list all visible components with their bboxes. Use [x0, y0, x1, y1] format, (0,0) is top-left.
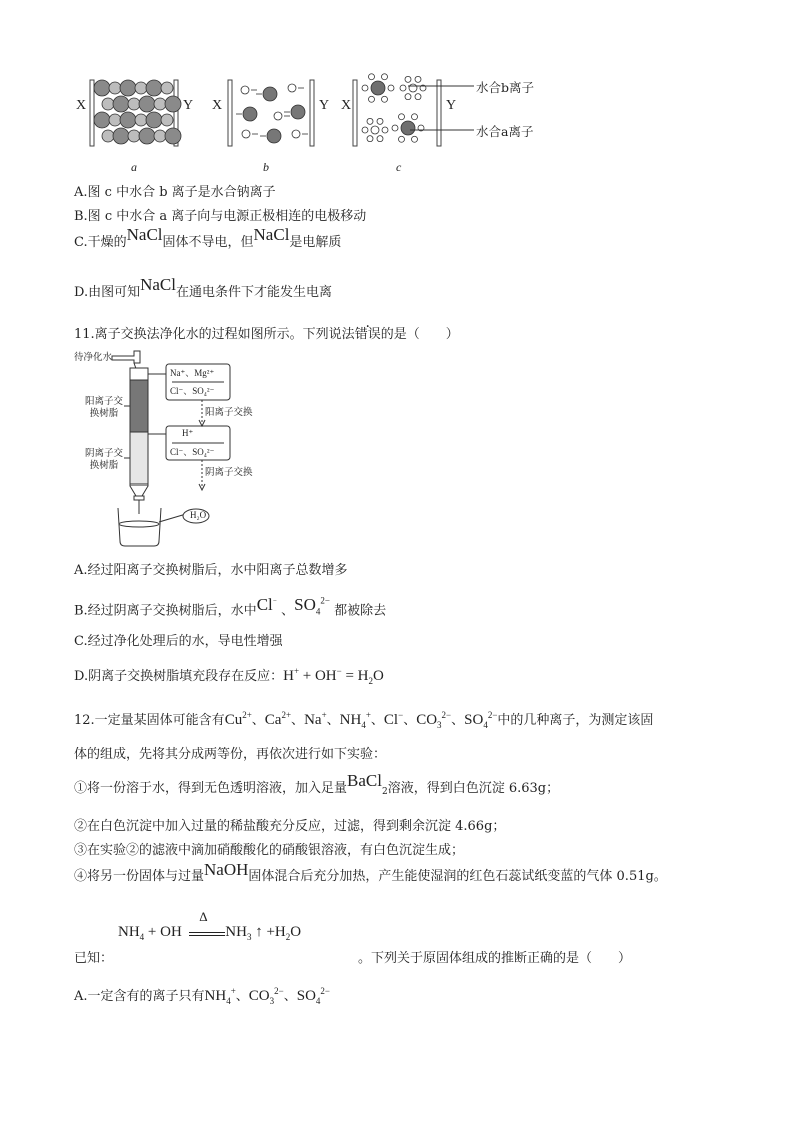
q10-option-d: D.由图可知NaCl在通电条件下才能发生电离	[74, 275, 332, 300]
panel-label-c: c	[396, 160, 402, 174]
product-water: H₂O	[190, 510, 207, 520]
q12-stem-line2: 体的组成，先将其分成两等份，再依次进行如下实验：	[74, 747, 387, 762]
electrode-y-b: Y	[319, 98, 330, 113]
electrode-x-b: X	[212, 98, 223, 113]
q12-option-a: A.一定含有的离子只有$NH_4^+$、$CO_3^{2-}$、$SO_4^{2-}$	[74, 986, 330, 1006]
q11-option-c: C.经过净化处理后的水，导电性增强	[74, 634, 283, 649]
electrode-x-c: X	[341, 98, 352, 113]
arrow1-label: 阳离子交换	[205, 407, 253, 418]
q12-stem-line1: 12.一定量某固体可能含有$Cu^{2+}$、$Ca^{2+}$、Na+、$NH_4^+$、Cl−、$CO_3^{2-}$、$SO_4^{2-}$中的几种离子，为测定该固	[74, 710, 654, 730]
q11-option-a: A.经过阳离子交换树脂后，水中阳离子总数增多	[74, 563, 348, 578]
reaction-equation: $NH_4$ + OH Δ $NH_3$ ↑ $+H_2O$	[118, 909, 302, 942]
box1-anions: Cl⁻、SO₄²⁻	[170, 386, 215, 396]
tap-label: 待净化水	[74, 352, 113, 363]
anion-resin-label: 阴离子交换树脂	[84, 448, 123, 471]
q12-known: 已知： 。下列关于原固体组成的推断正确的是（ ）	[74, 951, 632, 966]
q12-step3: ③在实验②的滤液中滴加硝酸酸化的硝酸银溶液，有白色沉淀生成；	[74, 843, 465, 858]
electrode-x-a: X	[76, 98, 87, 113]
arrow2-label: 阴离子交换	[205, 467, 253, 478]
electrode-y-a: Y	[183, 98, 194, 113]
panel-b	[228, 80, 314, 146]
panel-a	[90, 80, 181, 146]
q12-step1: ①将一份溶于水，得到无色透明溶液，加入足量BaCl$_2$溶液，得到白色沉淀 6.63g；	[74, 771, 560, 797]
electrode-y-c: Y	[446, 98, 457, 113]
box1-cations: Na⁺、Mg²⁺	[170, 368, 215, 378]
q12-step2: ②在白色沉淀中加入过量的稀盐酸充分反应，过滤，得到剩余沉淀 4.66g；	[74, 819, 506, 834]
box2-cation: H⁺	[182, 428, 194, 438]
q10-option-b: B.图 c 中水合 a 离子向与电源正极相连的电极移动	[74, 209, 367, 224]
panel-label-a: a	[131, 160, 137, 174]
q10-option-c: C.干燥的NaCl固体不导电，但NaCl是电解质	[74, 225, 342, 250]
q11-stem: 11.离子交换法净化水的过程如图所示。下列说法错误的是（ ）	[74, 327, 459, 342]
q11-option-d: D.阴离子交换树脂填充段存在反应：$H^+ + OH^- = H_2O$	[74, 666, 384, 686]
q11-option-b: B.经过阴离子交换树脂后，水中Cl⁻ 、$SO_4^{2-}$ 都被除去	[74, 594, 387, 619]
label-b-ion: 水合b离子	[476, 80, 535, 95]
cation-resin-label: 阳离子交换树脂	[84, 396, 123, 419]
q12-step4: ④将另一份固体与过量NaOH固体混合后充分加热，产生能使湿润的红色石蕊试纸变蓝的气体 0.51g。	[74, 860, 667, 884]
panel-label-b: b	[263, 160, 269, 174]
emphasis-wrong: 错误	[354, 327, 381, 342]
q10-option-a: A.图 c 中水合 b 离子是水合钠离子	[74, 185, 276, 200]
box2-anions: Cl⁻、SO₄²⁻	[170, 447, 215, 457]
label-a-ion: 水合a离子	[476, 124, 534, 139]
